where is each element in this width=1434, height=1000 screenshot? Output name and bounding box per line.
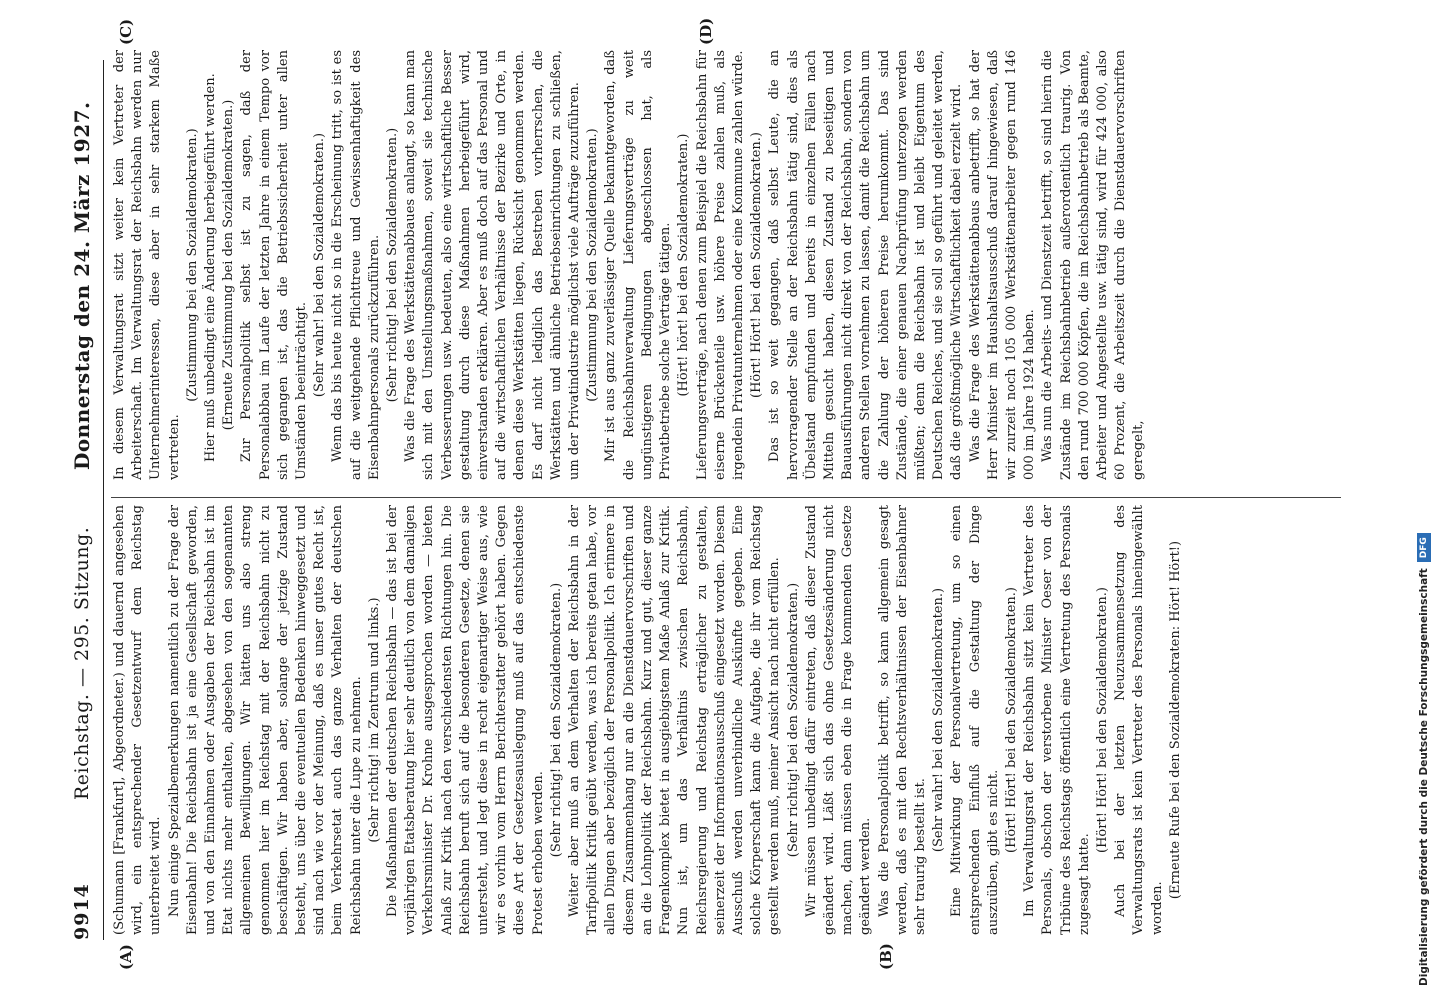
interjection: (Sehr richtig! bei den Sozialdemokraten.): [785, 582, 801, 858]
column-divider: [111, 497, 1341, 498]
page-number: 9914: [71, 883, 93, 940]
interjection: (Sehr richtig! im Zentrum und links.): [366, 597, 382, 843]
paragraph: Was die Frage des Werkstättenabbaues anlangt, so kann man sich mit den Umstellungsmaßnahmen, soweit sie technische Verbesserungen usw. bedeuten, also eine wirtschaftliche Besser gestaltung durch diese Maßnahmen herbeigeführt wird, einverstanden erklären. Aber es muß doch auf das Personal und auf die wirtschaftlichen Verhältnisse der Bezirke und Orte, in denen diese Werkstätten liegen, Rücksicht genommen werden. Es darf nicht lediglich das Bestreben vorherrschen, die Werkstätten und ähnliche Betriebseinrichtungen zu schließen, um der Privatindustrie möglichst viele Aufträge zuzuführen.: [403, 50, 583, 480]
paragraph: Im Verwaltungsrat der Reichsbahn sitzt kein Vertreter des Personals, obschon der verstorbene Minister Oeser von der Tribüne des Reichstags öffentlich eine Vertretung des Personals zugesagt hatte.: [1022, 505, 1092, 935]
margin-marker-d: (D): [697, 17, 715, 45]
interjection: (Sehr wahr! bei den Sozialdemokraten.): [312, 132, 328, 398]
interjection: (Sehr richtig! bei den Sozialdemokraten.): [548, 582, 564, 858]
interjection: (Hört! hört! bei den Sozialdemokraten.): [676, 133, 692, 397]
header-rule: [103, 60, 104, 940]
page-header: [65, 60, 99, 940]
interjection: (Hört! Hört! bei den Sozialdemokraten.): [1094, 587, 1110, 853]
paragraph: (Schumann [Frankfurt], Abgeordneter.) und dauernd angesehen wird, ein entsprechender Gesetzentwurf dem Reichstag unterbreitet wird.: [112, 505, 164, 935]
interjection: (Zustimmung bei den Sozialdemokraten.): [184, 128, 200, 402]
paragraph: Zur Personalpolitik selbst ist zu sagen, daß der Personalabbau im Laufe der letzten Jahre in einem Tempo vor sich gegangen ist, das die Betriebssicherheit unter allen Umständen beeinträchtigt.: [239, 50, 310, 480]
right-text-column: [111, 50, 1341, 480]
digitization-sidebar: [1412, 6, 1434, 994]
paragraph: Was die Frage des Werkstättenabbaus anbetrifft, so hat der Herr Minister im Haushaltsausschuß darauf hingewiesen, daß wir zurzeit noch 105 000 Werkstättenarbeiter gegen rund 146 000 im Jahre 1924 haben.: [967, 50, 1038, 480]
margin-marker-b: (B): [877, 943, 895, 970]
paragraph: Hier muß unbedingt eine Änderung herbeigeführt werden.: [203, 73, 219, 462]
interjection: (Hört! Hört! bei den Sozialdemokraten.): [1003, 587, 1019, 853]
paragraph: Nun einige Spezialbemerkungen namentlich zu der Frage der Eisenbahn! Die Reichsbahn ist ja eine Gesellschaft geworden, und von den Einnahmen oder Ausgaben der Reichsbahn ist im Etat nichts mehr enthalten, abgesehen von den sogenannten allgemeinen Bewilligungen. Wir hätten uns also streng genommen hier im Reichstag mit der Reichsbahn nicht zu beschäftigen. Wir haben aber, solange der jetzige Zustand besteht, uns über die eventuellen Bedenken hinweggesetzt und sind nach wie vor der Meinung, daß es unser gutes Recht ist, beim Verkehrsetat auch das ganze Verhalten der deutschen Reichsbahn unter die Lupe zu nehmen.: [166, 505, 364, 935]
interjection: (Hört! Hört! bei den Sozialdemokraten.): [749, 132, 765, 398]
paragraph: In diesem Verwaltungsrat sitzt weiter kein Vertreter der Arbeiterschaft. Im Verwaltungsrat der Reichsbahn werden nur Unternehmerinteressen, diese aber in sehr starkem Maße vertreten.: [112, 50, 182, 480]
paragraph: Was die Personalpolitik betrifft, so kann allgemein gesagt werden, daß es mit den Rechtsverhältnissen der Eisenbahner sehr traurig bestellt ist.: [876, 505, 928, 935]
paragraph: Eine Mitwirkung der Personalvertretung, um so einen entsprechenden Einfluß auf die Gestaltung der Dinge auszuüben, gibt es nicht.: [949, 505, 1001, 935]
paragraph: Mir ist aus ganz zuverlässiger Quelle bekanntgeworden, daß die Reichsbahnverwaltung Lieferungsverträge zu weit ungünstigeren Bedingungen abgeschlossen hat, als Privatbetriebe solche Verträge tätigen.: [603, 50, 674, 480]
paragraph: Wir müssen unbedingt dafür eintreten, daß dieser Zustand geändert wird. Läßt sich das ohne Gesetzesänderung nicht machen, dann müssen eben die in Frage kommenden Gesetze geändert werden.: [803, 505, 874, 935]
paragraph: Was nun die Arbeits- und Dienstzeit betrifft, so sind hierin die Zustände im Reichsbahnbetrieb außerordentlich traurig. Von den rund 700 000 Köpfen, die im Reichsbahnbetrieb als Beamte, Arbeiter und Angestellte usw. tätig sind, wird für 424 000, also 60 Prozent, die Arbeitszeit durch die Dienstdauervorschriften geregelt,: [1040, 50, 1147, 480]
paragraph: Die Maßnahmen der deutschen Reichsbahn — das ist bei der vorjährigen Etatsberatung hier sehr deutlich von dem damaligen Verkehrsminister Dr. Krohne ausgesprochen worden — bieten Anlaß zur Kritik nach den verschiedensten Richtungen hin. Die Reichsbahn beruft sich auf die besonderen Gesetze, denen sie untersteht, und legt diese in recht eigenartiger Weise aus, wie wir es vorhin vom Herrn Berichterstatter gehört haben. Gegen diese Art der Gesetzesauslegung muß auf das entschiedenste Protest erhoben werden.: [385, 505, 546, 935]
interjection: (Zustimmung bei den Sozialdemokraten.): [585, 128, 601, 402]
rotated-document-page: [57, 17, 1377, 980]
dfg-logo: DFG: [1417, 533, 1431, 562]
interjection: (Erneute Rufe bei den Sozialdemokraten: Hört! Hört!): [1167, 540, 1183, 900]
session-title: Reichstag. — 295. Sitzung.: [71, 526, 93, 800]
margin-marker-c: (C): [117, 18, 135, 45]
paragraph: Lieferungsverträge, nach denen zum Beispiel die Reichsbahn für eiserne Brückenteile usw. höhere Preise zahlen muß, als irgendein Privatunternehmen oder eine Kommune zahlen würde.: [694, 50, 746, 480]
sidebar-credit: [1414, 6, 1434, 986]
sidebar-credit-text: Digitalisierung gefördert durch die Deutsche Forschungsgemeinschaft: [1418, 568, 1430, 986]
left-text-column: [111, 505, 1341, 935]
paragraph: Auch bei der letzten Neuzusammensetzung des Verwaltungsrats ist kein Vertreter des Personals hineingewählt worden.: [1113, 505, 1165, 935]
paragraph: Weiter aber muß an dem Verhalten der Reichsbahn in der Tarifpolitik Kritik geübt werden, was ich bereits getan habe, vor allen Dingen aber bezüglich der Personalpolitik. Ich erinnere in diesem Zusammenhang nur an die Dienstdauervorschriften und an die Lohnpolitik der Reichsbahn. Kurz und gut, dieser ganze Fragenkomplex bietet in ausgiebigstem Maße Anlaß zur Kritik. Nun ist, um das Verhältnis zwischen Reichsbahn, Reichsregierung und Reichstag erträglicher zu gestalten, seinerzeit der Informationsausschuß eingesetzt worden. Diesem Ausschuß werden unverbindliche Auskünfte gegeben. Eine solche Körperschaft kann die Aufgabe, die ihr vom Reichstag gestellt werden muß, meiner Ansicht nach nicht erfüllen.: [567, 505, 783, 935]
session-date: Donnerstag den 24. März 1927.: [70, 101, 94, 470]
paragraph: Wenn das bis heute nicht so in die Erscheinung tritt, so ist es auf die weitgehende Pflichttreue und Gewissenhaftigkeit des Eisenbahnpersonals zurückzuführen.: [330, 50, 382, 480]
interjection: (Sehr richtig! bei den Sozialdemokraten.): [385, 127, 401, 403]
interjection: (Sehr wahr! bei den Sozialdemokraten.): [931, 587, 947, 853]
margin-marker-a: (A): [117, 944, 135, 970]
paragraph: Das ist so weit gegangen, daß selbst Leute, die an hervorragender Stelle an der Reichsbahn tätig sind, dies als Übelstand empfunden und bereits in einzelnen Fällen nach Mitteln gesucht haben, diesen Zustand zu beseitigen und Bauausführungen nicht direkt von der Reichsbahn, sondern von anderen Stellen vornehmen zu lassen, damit die Reichsbahn um die Zahlung der höheren Preise herumkommt. Das sind Zustände, die einer genauen Nachprüfung unterzogen werden müßten; denn die Reichsbahn ist und bleibt Eigentum des Deutschen Reiches, und sie soll so geführt und geleitet werden, daß die größtmögliche Wirtschaftlichkeit dabei erzielt wird.: [767, 50, 965, 480]
interjection: (Erneute Zustimmung bei den Sozialdemokraten.): [221, 99, 237, 431]
